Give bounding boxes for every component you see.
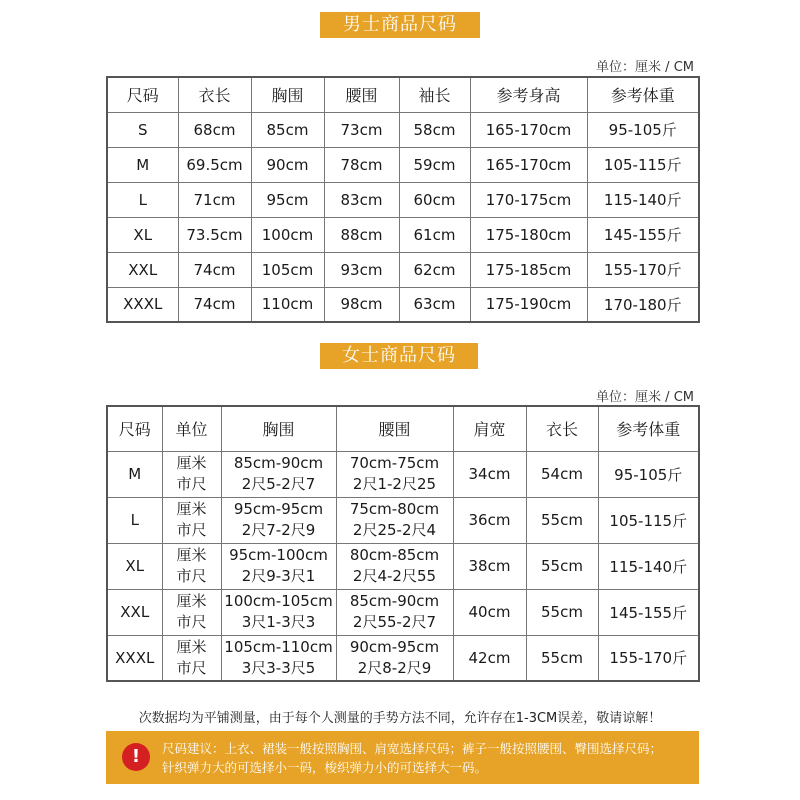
bust-cell (221, 497, 336, 543)
header-cell: 腰围 (324, 77, 399, 112)
table-cell: 145-155斤 (587, 217, 699, 252)
header-cell: 胸围 (221, 406, 336, 451)
table-cell: 83cm (324, 182, 399, 217)
measurement-note: 次数据均为平铺测量，由于每个人测量的手势方法不同，允许存在1-3CM误差，敬请谅解！ (138, 711, 662, 726)
women-unit-label: 单位：厘米 / CM (596, 390, 694, 405)
men-unit-label: 单位：厘米 / CM (596, 60, 694, 75)
table-cell: 63cm (399, 287, 470, 322)
waist-cell (336, 543, 453, 589)
unit-cell (162, 635, 221, 681)
table-cell: 74cm (178, 252, 251, 287)
shoulder-cell: 34cm (453, 451, 526, 497)
waist-cm: 90cm-95cm (349, 637, 440, 656)
length-cell: 54cm (526, 451, 598, 497)
unit-metric: 厘米 (176, 637, 207, 656)
unit-cell (162, 451, 221, 497)
header-cell: 参考身高 (470, 77, 587, 112)
size-cell: XL (107, 543, 162, 589)
unit-chinese: 市尺 (176, 658, 207, 677)
table-row (107, 287, 699, 322)
header-cell: 尺码 (107, 406, 162, 451)
table-cell: 155-170斤 (587, 252, 699, 287)
table-row (107, 217, 699, 252)
table-cell: 73cm (324, 112, 399, 147)
table-cell: 115-140斤 (587, 182, 699, 217)
header-cell: 衣长 (526, 406, 598, 451)
waist-cell (336, 497, 453, 543)
table-cell: 59cm (399, 147, 470, 182)
table-row (107, 252, 699, 287)
header-cell: 肩宽 (453, 406, 526, 451)
size-cell: XXL (107, 589, 162, 635)
waist-chi: 2尺55-2尺7 (352, 613, 437, 631)
waist-chi: 2尺25-2尺4 (352, 521, 437, 539)
unit-metric: 厘米 (176, 454, 207, 472)
bust-chi: 2尺7-2尺9 (241, 521, 316, 539)
waist-chi: 2尺8-2尺9 (357, 658, 432, 677)
table-cell: 110cm (251, 287, 324, 322)
bust-chi: 3尺3-3尺5 (241, 658, 316, 677)
table-cell: 165-170cm (470, 112, 587, 147)
unit-chinese: 市尺 (176, 613, 207, 631)
bust-cell (221, 635, 336, 681)
unit-chinese: 市尺 (176, 475, 207, 493)
bust-chi: 2尺9-3尺1 (241, 567, 316, 585)
shoulder-cell: 40cm (453, 589, 526, 635)
header-cell: 参考体重 (598, 406, 699, 451)
bust-cell (221, 543, 336, 589)
table-cell: 78cm (324, 147, 399, 182)
unit-metric: 厘米 (176, 500, 207, 518)
waist-cell (336, 451, 453, 497)
table-row (107, 589, 699, 635)
unit-cell (162, 497, 221, 543)
table-cell: 170-180斤 (587, 287, 699, 322)
advice-line-1: 尺码建议：上衣、裙装一般按照胸围、肩宽选择尺码；裤子一般按照腰围、臀围选择尺码； (162, 741, 663, 756)
unit-chinese: 市尺 (176, 567, 207, 585)
length-cell: 55cm (526, 497, 598, 543)
unit-chinese: 市尺 (176, 521, 207, 539)
size-cell: XL (107, 217, 178, 252)
table-row (107, 451, 699, 497)
size-cell: XXL (107, 252, 178, 287)
table-cell: 98cm (324, 287, 399, 322)
table-cell: 68cm (178, 112, 251, 147)
table-cell: 62cm (399, 252, 470, 287)
size-cell: XXXL (107, 287, 178, 322)
size-cell: M (107, 451, 162, 497)
table-cell: 61cm (399, 217, 470, 252)
exclamation-icon: ! (122, 743, 150, 771)
weight-cell: 95-105斤 (598, 451, 699, 497)
table-cell: 93cm (324, 252, 399, 287)
header-cell: 尺码 (107, 77, 178, 112)
unit-cell (162, 543, 221, 589)
bust-cm: 85cm-90cm (233, 454, 324, 472)
size-cell: M (107, 147, 178, 182)
table-cell: 100cm (251, 217, 324, 252)
waist-chi: 2尺4-2尺55 (352, 567, 437, 585)
bust-cm: 100cm-105cm (224, 592, 333, 610)
table-cell: 88cm (324, 217, 399, 252)
header-cell: 衣长 (178, 77, 251, 112)
table-cell: 69.5cm (178, 147, 251, 182)
size-cell: XXXL (107, 635, 162, 681)
table-cell: 95cm (251, 182, 324, 217)
table-cell: 175-190cm (470, 287, 587, 322)
table-row (107, 147, 699, 182)
table-row (107, 497, 699, 543)
bust-cm: 105cm-110cm (224, 637, 333, 656)
table-cell: 105cm (251, 252, 324, 287)
header-cell: 袖长 (399, 77, 470, 112)
waist-cm: 75cm-80cm (349, 500, 440, 518)
bust-cm: 95cm-100cm (229, 546, 328, 564)
women-size-table (106, 405, 700, 682)
unit-cell (162, 589, 221, 635)
waist-cm: 70cm-75cm (349, 454, 440, 472)
waist-cell (336, 589, 453, 635)
weight-cell: 145-155斤 (598, 589, 699, 635)
men-size-table (106, 76, 700, 323)
table-row (107, 112, 699, 147)
size-advice-text (162, 739, 689, 777)
table-row (107, 635, 699, 681)
header-cell: 单位 (162, 406, 221, 451)
unit-metric: 厘米 (176, 592, 207, 610)
bust-chi: 2尺5-2尺7 (241, 475, 316, 493)
size-cell: S (107, 112, 178, 147)
bust-cell (221, 451, 336, 497)
table-cell: 58cm (399, 112, 470, 147)
header-cell: 腰围 (336, 406, 453, 451)
table-cell: 95-105斤 (587, 112, 699, 147)
table-header-row (107, 77, 699, 112)
table-cell: 165-170cm (470, 147, 587, 182)
weight-cell: 155-170斤 (598, 635, 699, 681)
header-cell: 胸围 (251, 77, 324, 112)
table-cell: 175-180cm (470, 217, 587, 252)
bust-cell (221, 589, 336, 635)
size-cell: L (107, 497, 162, 543)
length-cell: 55cm (526, 635, 598, 681)
shoulder-cell: 38cm (453, 543, 526, 589)
table-cell: 105-115斤 (587, 147, 699, 182)
shoulder-cell: 42cm (453, 635, 526, 681)
table-cell: 170-175cm (470, 182, 587, 217)
table-cell: 74cm (178, 287, 251, 322)
table-cell: 60cm (399, 182, 470, 217)
bust-chi: 3尺1-3尺3 (241, 613, 316, 631)
length-cell: 55cm (526, 589, 598, 635)
table-cell: 71cm (178, 182, 251, 217)
waist-cell (336, 635, 453, 681)
size-cell: L (107, 182, 178, 217)
table-cell: 175-185cm (470, 252, 587, 287)
header-cell: 参考体重 (587, 77, 699, 112)
bust-cm: 95cm-95cm (233, 500, 324, 518)
table-row (107, 543, 699, 589)
waist-cm: 80cm-85cm (349, 546, 440, 564)
length-cell: 55cm (526, 543, 598, 589)
table-row (107, 182, 699, 217)
table-cell: 73.5cm (178, 217, 251, 252)
waist-cm: 85cm-90cm (349, 592, 440, 610)
men-size-title: 男士商品尺码 (320, 12, 480, 38)
size-advice-box (106, 731, 699, 784)
waist-chi: 2尺1-2尺25 (352, 475, 437, 493)
table-cell: 85cm (251, 112, 324, 147)
weight-cell: 115-140斤 (598, 543, 699, 589)
women-size-title: 女士商品尺码 (320, 343, 478, 369)
table-header-row (107, 406, 699, 451)
weight-cell: 105-115斤 (598, 497, 699, 543)
advice-line-2: 针织弹力大的可选择小一码，梭织弹力小的可选择大一码。 (162, 760, 488, 775)
shoulder-cell: 36cm (453, 497, 526, 543)
table-cell: 90cm (251, 147, 324, 182)
unit-metric: 厘米 (176, 546, 207, 564)
